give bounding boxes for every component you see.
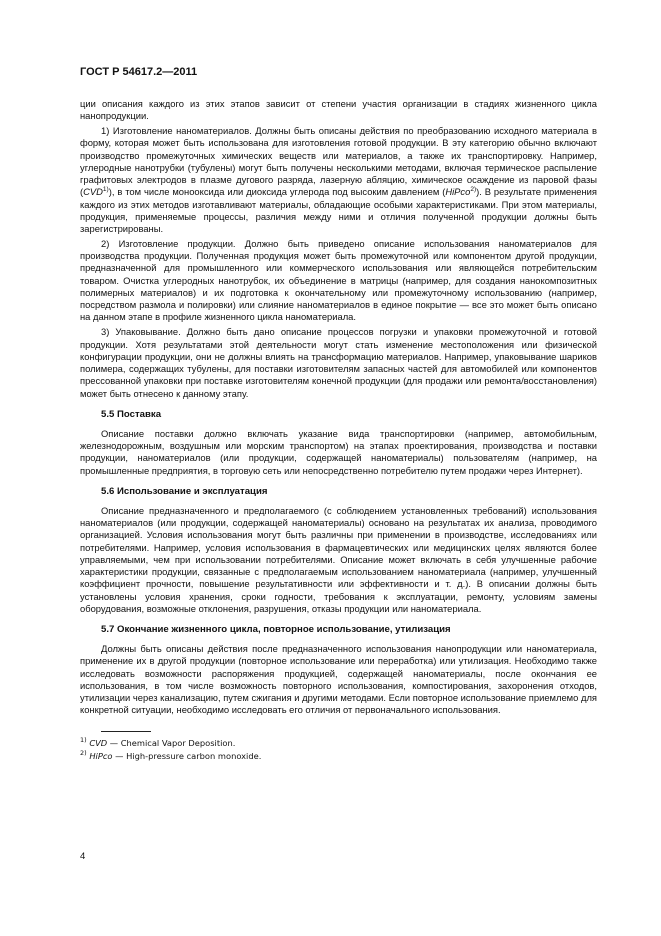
footnote-2-mark: 2) [80, 749, 87, 758]
hipco-term: HiPco [445, 186, 471, 198]
footnote-ref-1: 1) [102, 186, 109, 194]
footnote-2-term: HiPco [89, 751, 113, 762]
paragraph-use-operation: Описание предназначенного и предполагаемого (с соблюдением установленных требований) использования наноматериалов (или продукции, содержащей наноматериалы) основано на результатах их анализа, проводимого организацией. Условия использования могут быть различны при применении в производстве, исследованиях или потребителями. Например, условия использования в фармацевтических или медицинских целях являются более управляемыми, чем при использовании потребителями. Описание может включать в себя улучшенные рабочие характеристики продукции, связанные с предполагаемым использованием наноматериала (например, улучшенный коэффициент прочности, повышение результативности или эффективности и т. д.). В описании должны быть установлены условия хранения, сроки годности, требования к эксплуатации, ремонту, условиям замены оборудования, возможные отклонения, разрушения, отказы продукции или наноматериала. [80, 504, 597, 614]
paragraph-nanomaterials-manufacturing [80, 125, 597, 235]
main-text [80, 98, 597, 765]
section-heading-5-5: 5.5 Поставка [101, 408, 162, 420]
footnote-ref-2: 2) [470, 186, 477, 194]
footnote-1-text: — Chemical Vapor Deposition. [107, 737, 236, 748]
p1-text-middle: ), в том числе монооксида или диоксида углерода под высоким давлением ( [108, 186, 446, 198]
footnote-divider [101, 731, 151, 732]
footnote-2-text: — High-pressure carbon monoxide. [112, 751, 262, 762]
cvd-term: CVD [83, 186, 103, 198]
footnote-1-mark: 1) [80, 735, 87, 744]
footnote-1-term: CVD [89, 737, 108, 748]
p1-text-end: ). В результате применения каждого из этих методов изготавливают материалы, обладающие особыми характеристиками. При этом материалы, продукция, применяемые процессы, различия между ними и отличия полученной продукции должны быть зарегистрированы. [80, 186, 597, 235]
paragraph-product-manufacturing: 2) Изготовление продукции. Должно быть приведено описание использования наноматериалов для производства продукции. Полученная продукция может быть промежуточной или компонентом другой продукции, предназначенной для промышленного или коммерческого использования или являющейся потребительским товаром. Очистка углеродных нанотрубок, их объединение в матрицы (например, для создания нанокомпозитных полимерных материалов) и их подготовка к окончательному или промежуточному использованию (например, посредством размола и полировки) или слияние наноматериалов в единое покрытие — все это может быть описано на данном этапе в профиле жизненного цикла наноматериала. [80, 237, 597, 323]
footnote-1 [80, 735, 597, 749]
paragraph-end-of-life: Должны быть описаны действия после предназначенного использования нанопродукции или наноматериала, применение их в другой продукции (повторное использование или переработка) или утилизация. Необходимо также исследовать возможности распоряжения продукцией, содержащей наноматериалы, после окончания ее использования, в том числе возможность повторного использования, компостирования, захоронения отходов, утилизации через канализацию, путем сжигания и другими методами. Если повторное использование приемлемо для конкретной ситуации, необходимо исследовать его отличия от первоначального использования. [80, 643, 597, 716]
footnote-2 [80, 751, 597, 762]
section-heading-5-7: 5.7 Окончание жизненного цикла, повторное использование, утилизация [101, 624, 451, 636]
p1-text-start: 1) Изготовление наноматериалов. Должны быть описаны действия по преобразованию исходного материала в форму, которая может быть использована для изготовления готовой продукции. В эту категорию обычно включают производство промежуточных химических веществ или материалов, а также их транспортировку. Например, углеродные нанотрубки (тубулены) могут быть получены несколькими методами, включая термическое распыление графитовых электродов в плазме дугового разряда, лазерную абляцию, химическое осаждение из паровой фазы ( [80, 125, 597, 198]
document-number: ГОСТ Р 54617.2—2011 [80, 66, 198, 78]
paragraph-continuation: ции описания каждого из этих этапов зависит от степени участия организации в стадиях жизненного цикла нанопродукции. [80, 98, 597, 122]
paragraph-packaging: 3) Упаковывание. Должно быть дано описание процессов погрузки и упаковки промежуточной и готовой продукции. Хотя результатами этой деятельности могут стать изменение местоположения или физической конфигурации продукции, они не должны влиять на трансформацию материалов. Например, упаковывание шариков полимера, содержащих тубулены, для поставки изготовителям запасных частей для автомобилей или компонентов прессованной упаковки при поставке изготовителям конечной продукции (для продажи или ремонта/восстановления) может быть отнесено к данному этапу. [80, 326, 597, 399]
page-number: 4 [80, 851, 86, 862]
section-heading-5-6: 5.6 Использование и эксплуатация [101, 485, 268, 497]
paragraph-delivery: Описание поставки должно включать указание вида транспортировки (например, автомобильным, железнодорожным, воздушным или морским транспортом) на этапах проектирования, производства и поставки продукции, наноматериалов (или продукции, содержащей наноматериалы) пользователям (например, на промышленные предприятия, в торговую сеть или непосредственно потребителю путем продажи через Интернет). [80, 427, 597, 476]
